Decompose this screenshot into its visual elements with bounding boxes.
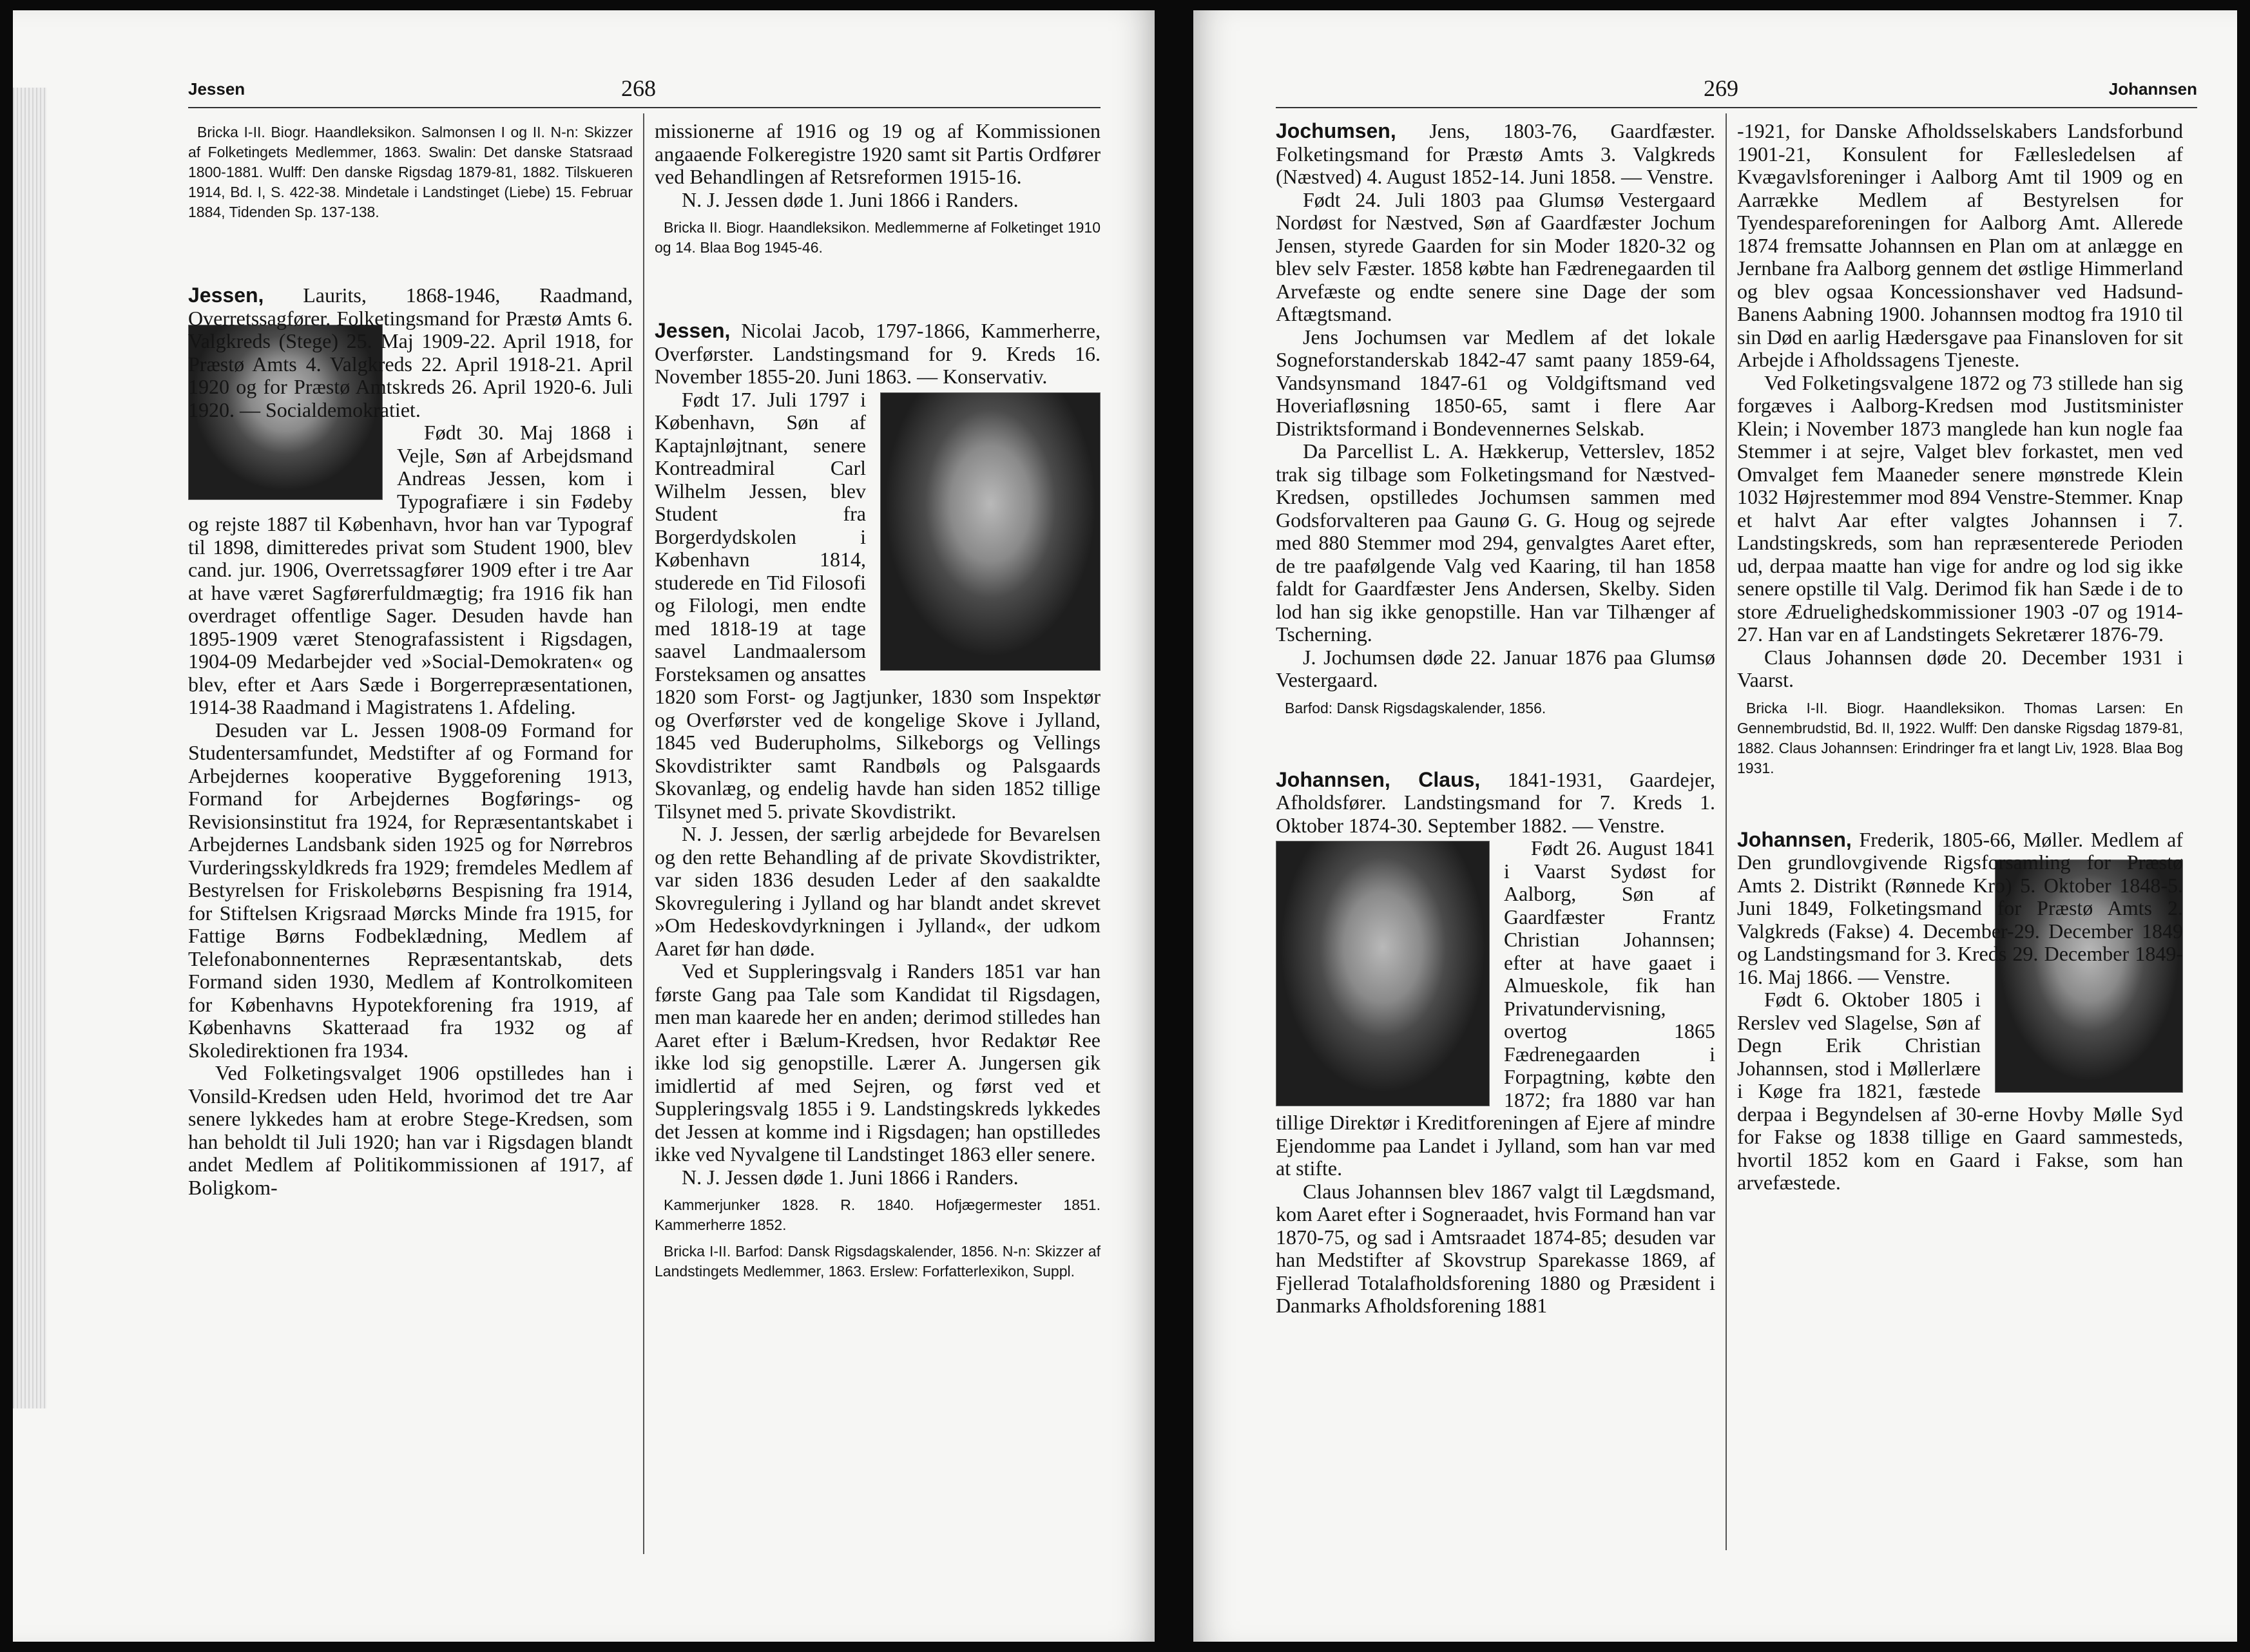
paragraph: missionerne af 1916 og 19 og af Kommissionen angaaende Folkeregistre 1920 samt sit Partis Ordfører ved Behandlingen af Retsreformen 1915-16. <box>655 119 1101 188</box>
paragraph: Da Parcellist L. A. Hækkerup, Vetterslev, 1852 trak sig tilbage som Folketingsmand for Næstved-Kredsen, opstilledes Jochumsen sammen med Godsforvalteren paa Gaunø G. G. Houg og sejrede med 880 Stemmer mod 294, genvalgtes Aaret efter, de tre paafølgende Valg ved Kaaring, til han 1858 faldt for Gaardfæster Jens Andersen, Skelby. Siden lod han sig ikke genopstille. Han var Tilhænger af Tscherning. <box>1276 439 1715 646</box>
paragraph: Ved Folketingsvalgene 1872 og 73 stillede han sig forgæves i Aalborg-Kredsen mod Justitsminister Klein; i November 1873 manglede han kun nogle faa Stemmer i at sejre, Valget blev forkastet, men ved Omvalget fem Maaneder senere mønstrede Klein 1032 Højrestemmer mod 894 Venstre-Stemmer. Knap et halvt Aar efter valgtes Johannsen i 7. Landstingskreds, som han repræsenterede Perioden ud, derpaa maatte han vige for andre og lod sig ikke senere opstille til Valg. Derimod fik han Sæde i de to store Ædruelighedskommissioner 1903 -07 og 1914-27. Han var en af Landstingets Sekretærer 1876-79. <box>1737 370 2183 646</box>
portrait-claus-johannsen <box>1276 841 1490 1106</box>
death-line: N. J. Jessen døde 1. Juni 1866 i Randers. <box>682 1165 1019 1189</box>
paragraph: Claus Johannsen blev 1867 valgt til Lægdsmand, kom Aaret efter i Sogneraadet, hvis Formand han var 1870-75, og sad i Amtsraadet 1874-85; desuden var han Medstifter af Skovstrup Sparekasse 1869, af Fjellerad Totalafholdsforening 1880 og Præsident i Danmarks Afholdsforening 1881 <box>1276 1179 1715 1317</box>
running-head-name: Jessen <box>188 79 245 99</box>
column-2 <box>1737 120 2183 1195</box>
paragraph: -1921, for Danske Afholdsselskabers Landsforbund 1901-21, Konsulent for Fællesledelsen af Kvægavlsforeninger i Aalborg Amt til 1909 og en Aarrække Medlem af Bestyrelsen for Tyendespareforeningen for Aalborg Amt. Allerede 1874 fremsatte Johannsen en Plan om at anlægge en Jernbane fra Aalborg gennem det østlige Himmerland og blev ogsaa Koncessionshaver ved Hadsund-Banens Aabning 1900. Johannsen modtog fra 1910 til sin Død en aarlig Hædersgave paa Finansloven for sit Arbejde i Afholdssagens Tjeneste. <box>1737 119 2183 371</box>
bibliography: Bricka II. Biogr. Haandleksikon. Medlemmerne af Folketinget 1910 og 14. Blaa Bog 1945-46. <box>655 219 1101 256</box>
running-head-name: Johannsen <box>2108 79 2197 99</box>
bibliography: Bricka I-II. Biogr. Haandleksikon. Salmonsen I og II. N-n: Skizzer af Folketingets Medlemmer, 1863. Swalin: Det danske Statsraad 1800-1881. Wulff: Den danske Rigsdag 1879-81, 1882. Tilskueren 1914, Bd. I, S. 422-38. Mindetale i Landstinget (Liebe) 15. Februar 1884, Tidenden Sp. 137-138. <box>188 124 633 220</box>
death-line: Claus Johannsen døde 20. December 1931 i Vaarst. <box>1737 645 2183 691</box>
paragraph: Ved et Suppleringsvalg i Randers 1851 var han første Gang paa Tale som Kandidat til Rigsdagen, men man kaarede her en anden; derimod stilledes han Aaret efter i Bælum-Kredsen, hvor Redaktør Ree ikke lod sig genopstille. Lærer A. Jungersen gik imidlertid af med Sejren, og først ved et Suppleringsvalg 1855 i 9. Landstingskreds lykkedes det Jessen at komme ind i Rigsdagen; han opstilledes ikke ved Nyvalgene til Landstinget 1863 eller senere. <box>655 959 1101 1166</box>
running-head <box>1276 59 2197 108</box>
entry-lead-text: Laurits, 1868-1946, Raadmand, Overretssagfører. Folketingsmand for Præstø Amts 6. Valgkreds (Stege) 25. Maj 1909-22. April 1918, for Præstø Amts 4. Valgkreds 22. April 1918-21. April 1920 og for Præstø Amtskreds 26. April 1920-6. Juli 1920. — Socialdemokratiet. <box>188 283 633 421</box>
entry-lead-text: 1841-1931, Gaardejer, Afholdsfører. Landstingsmand for 7. Kreds 1. Oktober 1874-30. September 1882. — Venstre. <box>1276 767 1716 837</box>
entry-name: Johannsen, <box>1737 827 1852 851</box>
running-head <box>188 59 1101 108</box>
paragraph: Født 24. Juli 1803 paa Glumsø Vestergaard Nordøst for Næstved, Søn af Gaardfæster Jochum Jensen, styrede Gaarden for sin Moder 1820-32 og blev selv Fæster. 1858 købte han Fædrenegaarden til Arvefæste og endte senere sine Dage der som Aftægtsmand. <box>1276 187 1715 325</box>
column-divider <box>643 113 644 1554</box>
entry-lead <box>1276 120 1715 189</box>
left-page <box>13 10 1155 1642</box>
paragraph: Født 6. Oktober 1805 i Rerslev ved Slagelse, Søn af Degn Erik Christian Johannsen, stod i Møllerlære i Køge fra 1821, fæstede derpaa i Begyndelsen af 30-erne Hovby Mølle Syd for Fakse og 1838 tillige en Gaard sammesteds, hvortil 1852 kom en Gaard i Fakse, som han arvefæstede. <box>1737 988 2183 1194</box>
bibliography: Kammerjunker 1828. R. 1840. Hofjægermester 1851. Kammerherre 1852. <box>655 1196 1101 1233</box>
paragraph: Desuden var L. Jessen 1908-09 Formand for Studentersamfundet, Medstifter af og Formand for Arbejdernes kooperative Byggeforening 1913, Formand for Arbejdernes Bogførings- og Revisionsinstitut fra 1924, for Repræsentantskabet i Arbejdernes Landsbank siden 1925 og for Nørrebros Vurderingsskyldkreds fra 1929; fremdeles Medlem af Bestyrelsen for Friskolebørns Bespisning fra 1914, for Stiftelsen Krigsraad Mørcks Minde fra 1915, for Fattige Børns Fodbeklædning, Medlem af Telefonabonnenternes Repræsentantskab, dets Formand siden 1930, Medlem af Kontrolkomiteen for Københavns Hypotekforening fra 1919, af Københavns Skatteraad fra 1932 og af Skoledirektionen fra 1934. <box>188 718 633 1062</box>
page-edges <box>13 88 46 1408</box>
paragraph: Født 17. Juli 1797 i København, Søn af Kaptajnløjtnant, senere Kontreadmiral Carl Wilhelm Jessen, blev Student fra Borgerdydskolen i København 1814, studerede en Tid Filosofi og Filologi, men endte med 1818-19 at tage saavel Landmaalersom Forsteksamen og ansattes 1820 som Forst- og Jagtjunker, 1830 som Inspektør og Overførster ved de kongelige Skove i Jylland, 1845 ved Buderupholms, Silkeborgs og Vellings Skovdistrikter samt Randbøls og Palsgaards Skovanlæg, og endelig havde han siden 1852 tillige Tilsynet med 5. private Skovdistrikt. <box>655 387 1101 823</box>
bibliography: Bricka I-II. Barfod: Dansk Rigsdagskalender, 1856. N-n: Skizzer af Landstingets Medlemmer, 1863. Erslew: Forfatterlexikon, Suppl. <box>655 1243 1101 1280</box>
entry-name: Jessen, <box>655 319 731 342</box>
entry-lead <box>655 320 1101 389</box>
paragraph: Ved Folketingsvalget 1906 opstilledes han i Vonsild-Kredsen uden Held, hvorimod det tre Aar senere lykkedes ham at erobre Stege-Kredsen, som han beholdt til Juli 1920; han var i Rigsdagen blandt andet Medlem af Politikommissionen af 1917, af Boligkom- <box>188 1061 633 1199</box>
column-1 <box>188 120 633 1199</box>
page-number: 269 <box>1704 75 1738 101</box>
death-line: N. J. Jessen døde 1. Juni 1866 i Randers. <box>682 187 1019 211</box>
entry-name: Johannsen, Claus, <box>1276 767 1481 791</box>
entry-lead-text: Jens, 1803-76, Gaardfæster. Folketingsmand for Præstø Amts 3. Valgkreds (Næstved) 4. August 1852-14. Juni 1858. — Venstre. <box>1276 119 1715 188</box>
paragraph: Født 30. Maj 1868 i Vejle, Søn af Arbejdsmand Andreas Jessen, kom i Typografiære i sin Fødeby og rejste 1887 til København, hvor han var Typograf til 1898, dimitteredes privat som Student 1900, blev cand. jur. 1906, Overretssagfører 1909 efter i tre Aar at have været Sagførerfuldmægtig; fra 1916 fik han overdraget offentlige Sager. Desuden havde han 1895-1909 været Stenografassistent i Rigsdagen, 1904-09 Medarbejder ved »Social-Demokraten« og blev, efter et Aars Sæde i Borgerrepræsentationen, 1914-38 Raadmand i Magistratens 1. Afdeling. <box>188 421 633 718</box>
column-divider <box>1726 113 1727 1550</box>
paragraph: Født 26. August 1841 i Vaarst Sydøst for Aalborg, Søn af Gaardfæster Frantz Christian Johannsen; efter at have gaaet i Almueskole, fik han Privatundervisning, overtog 1865 Fædrenegaarden i Forpagtning, købte den 1872; fra 1880 var han tillige Direktør i Kreditforeningen af Ejere af mindre Ejendomme paa Landet i Jylland, som han var med at stifte. <box>1276 836 1715 1180</box>
column-2 <box>655 120 1101 1282</box>
entry-name: Jessen, <box>188 283 264 307</box>
bibliography: Barfod: Dansk Rigsdagskalender, 1856. <box>1285 699 1546 716</box>
death-line: J. Jochumsen døde 22. Januar 1876 paa Glumsø Vestergaard. <box>1276 645 1715 691</box>
bibliography: Bricka I-II. Biogr. Haandleksikon. Thomas Larsen: En Gennembrudstid, Bd. II, 1922. Wulff: Den danske Rigsdag 1879-81, 1882. Claus Johannsen: Erindringer fra et langt Liv, 1928. Blaa Bog 1931. <box>1737 699 2183 776</box>
portrait-nicolai-jessen <box>880 392 1101 671</box>
entry-lead <box>1737 829 2183 989</box>
entry-lead <box>1276 769 1715 838</box>
entry-lead-text: Frederik, 1805-66, Møller. Medlem af Den grundlovgivende Rigsforsamling for Præstø Amts 2. Distrikt (Rønnede Kro) 5. Oktober 1848-5. Juni 1849, Folketingsmand for Præstø Amts 2. Valgkreds (Fakse) 4. December-29. December 1849 og Landstingsmand for 3. Kreds 29. December 1849-16. Maj 1866. — Venstre. <box>1737 827 2183 988</box>
paragraph: N. J. Jessen, der særlig arbejdede for Bevarelsen og den rette Behandling af de private Skovdistrikter, var siden 1836 desuden Leder af den saakaldte Skovregulering i Jylland og har blandt andet skrevet »Om Hedeskovdyrkningen i Jylland«, der udkom Aaret før han døde. <box>655 822 1101 960</box>
entry-lead-text: Nicolai Jacob, 1797-1866, Kammerherre, Overførster. Landstingsmand for 9. Kreds 16. November 1855-20. Juni 1863. — Konservativ. <box>655 319 1101 388</box>
paragraph: Jens Jochumsen var Medlem af det lokale Sogneforstanderskab 1842-47 samt paany 1859-64, Vandsynsmand 1847-61 og Voldgiftsmand ved Hoveriafløsning 1850-65, samt i flere Aar Distriktsformand i Bondevennernes Selskab. <box>1276 325 1715 440</box>
entry-name: Jochumsen, <box>1276 119 1396 142</box>
entry-lead <box>188 284 633 421</box>
column-1 <box>1276 120 1715 1318</box>
page-number: 268 <box>621 75 656 101</box>
right-page <box>1193 10 2237 1642</box>
